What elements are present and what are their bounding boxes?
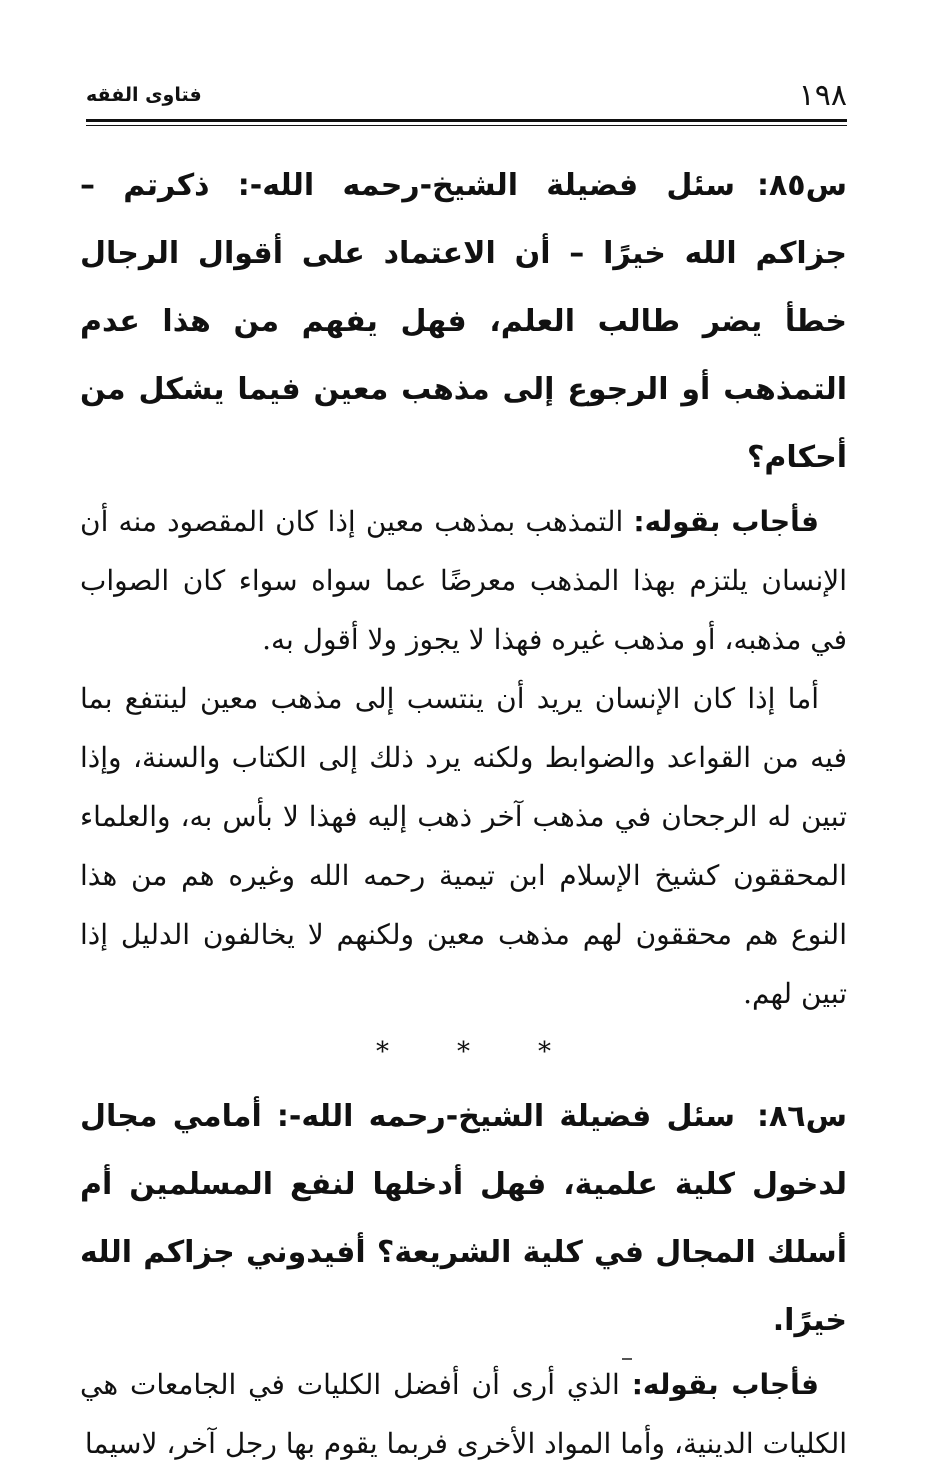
question-number: س٨٥: xyxy=(756,168,847,203)
answer-text: الذي أرى أن أفضل الكليات في الجامعات هي الكليات الدينية، وأما المواد الأخرى فربما يقوم بها رجل آخر، لاسيما xyxy=(80,1368,847,1460)
page-number: ١٩٨ xyxy=(798,78,847,113)
running-title: فتاوى الفقه xyxy=(86,84,202,106)
page-content xyxy=(80,152,847,1473)
question-86 xyxy=(80,1083,847,1355)
header-rule-thick xyxy=(86,119,847,122)
answer-85-paragraph-2: أما إذا كان الإنسان يريد أن ينتسب إلى مذهب معين لينتفع بما فيه من القواعد والضوابط ولكنه يرد ذلك إلى الكتاب والسنة، وإذا تبين له الرجحان في مذهب آخر ذهب إليه فهذا لا بأس به، والعلماء المحققون كشيخ الإسلام ابن تيمية رحمه الله وغيره هم من هذا النوع هم محققون لهم مذهب معين ولكنهم لا يخالفون الدليل إذا تبين لهم. xyxy=(80,682,847,1010)
question-85 xyxy=(80,152,847,492)
separator-star: * xyxy=(457,1037,470,1067)
page-header xyxy=(86,78,847,120)
answer-text: التمذهب بمذهب معين إذا كان المقصود منه أن الإنسان يلتزم بهذا المذهب معرضًا عما سواه سواء كان الصواب في مذهبه، أو مذهب غيره فهذا لا يجوز ولا أقول به. xyxy=(80,505,847,656)
question-text: سئل فضيلة الشيخ-رحمه الله-: ذكرتم – جزاكم الله خيرًا – أن الاعتماد على أقوال الرجال خطأ يضر طالب العلم، فهل يفهم من هذا عدم التمذهب أو الرجوع إلى مذهب معين فيما يشكل من أحكام؟ xyxy=(80,168,847,475)
header-rule-thin xyxy=(86,125,847,126)
answer-85-paragraph-1 xyxy=(80,492,847,669)
question-text: سئل فضيلة الشيخ-رحمه الله-: أمامي مجال لدخول كلية علمية، فهل أدخلها لنفع المسلمين أم أسلك المجال في كلية الشريعة؟ أفيدوني جزاكم الله خيرًا. xyxy=(80,1099,847,1338)
separator-star: * xyxy=(538,1037,551,1067)
answer-lead: فأجاب بقوله: xyxy=(633,505,820,538)
question-number: س٨٦: xyxy=(756,1099,847,1134)
separator-star: * xyxy=(376,1037,389,1067)
scan-mark xyxy=(622,1358,632,1360)
answer-lead: فأجاب بقوله: xyxy=(631,1368,820,1401)
section-separator xyxy=(80,1023,847,1081)
answer-86-paragraph-1 xyxy=(80,1355,847,1473)
